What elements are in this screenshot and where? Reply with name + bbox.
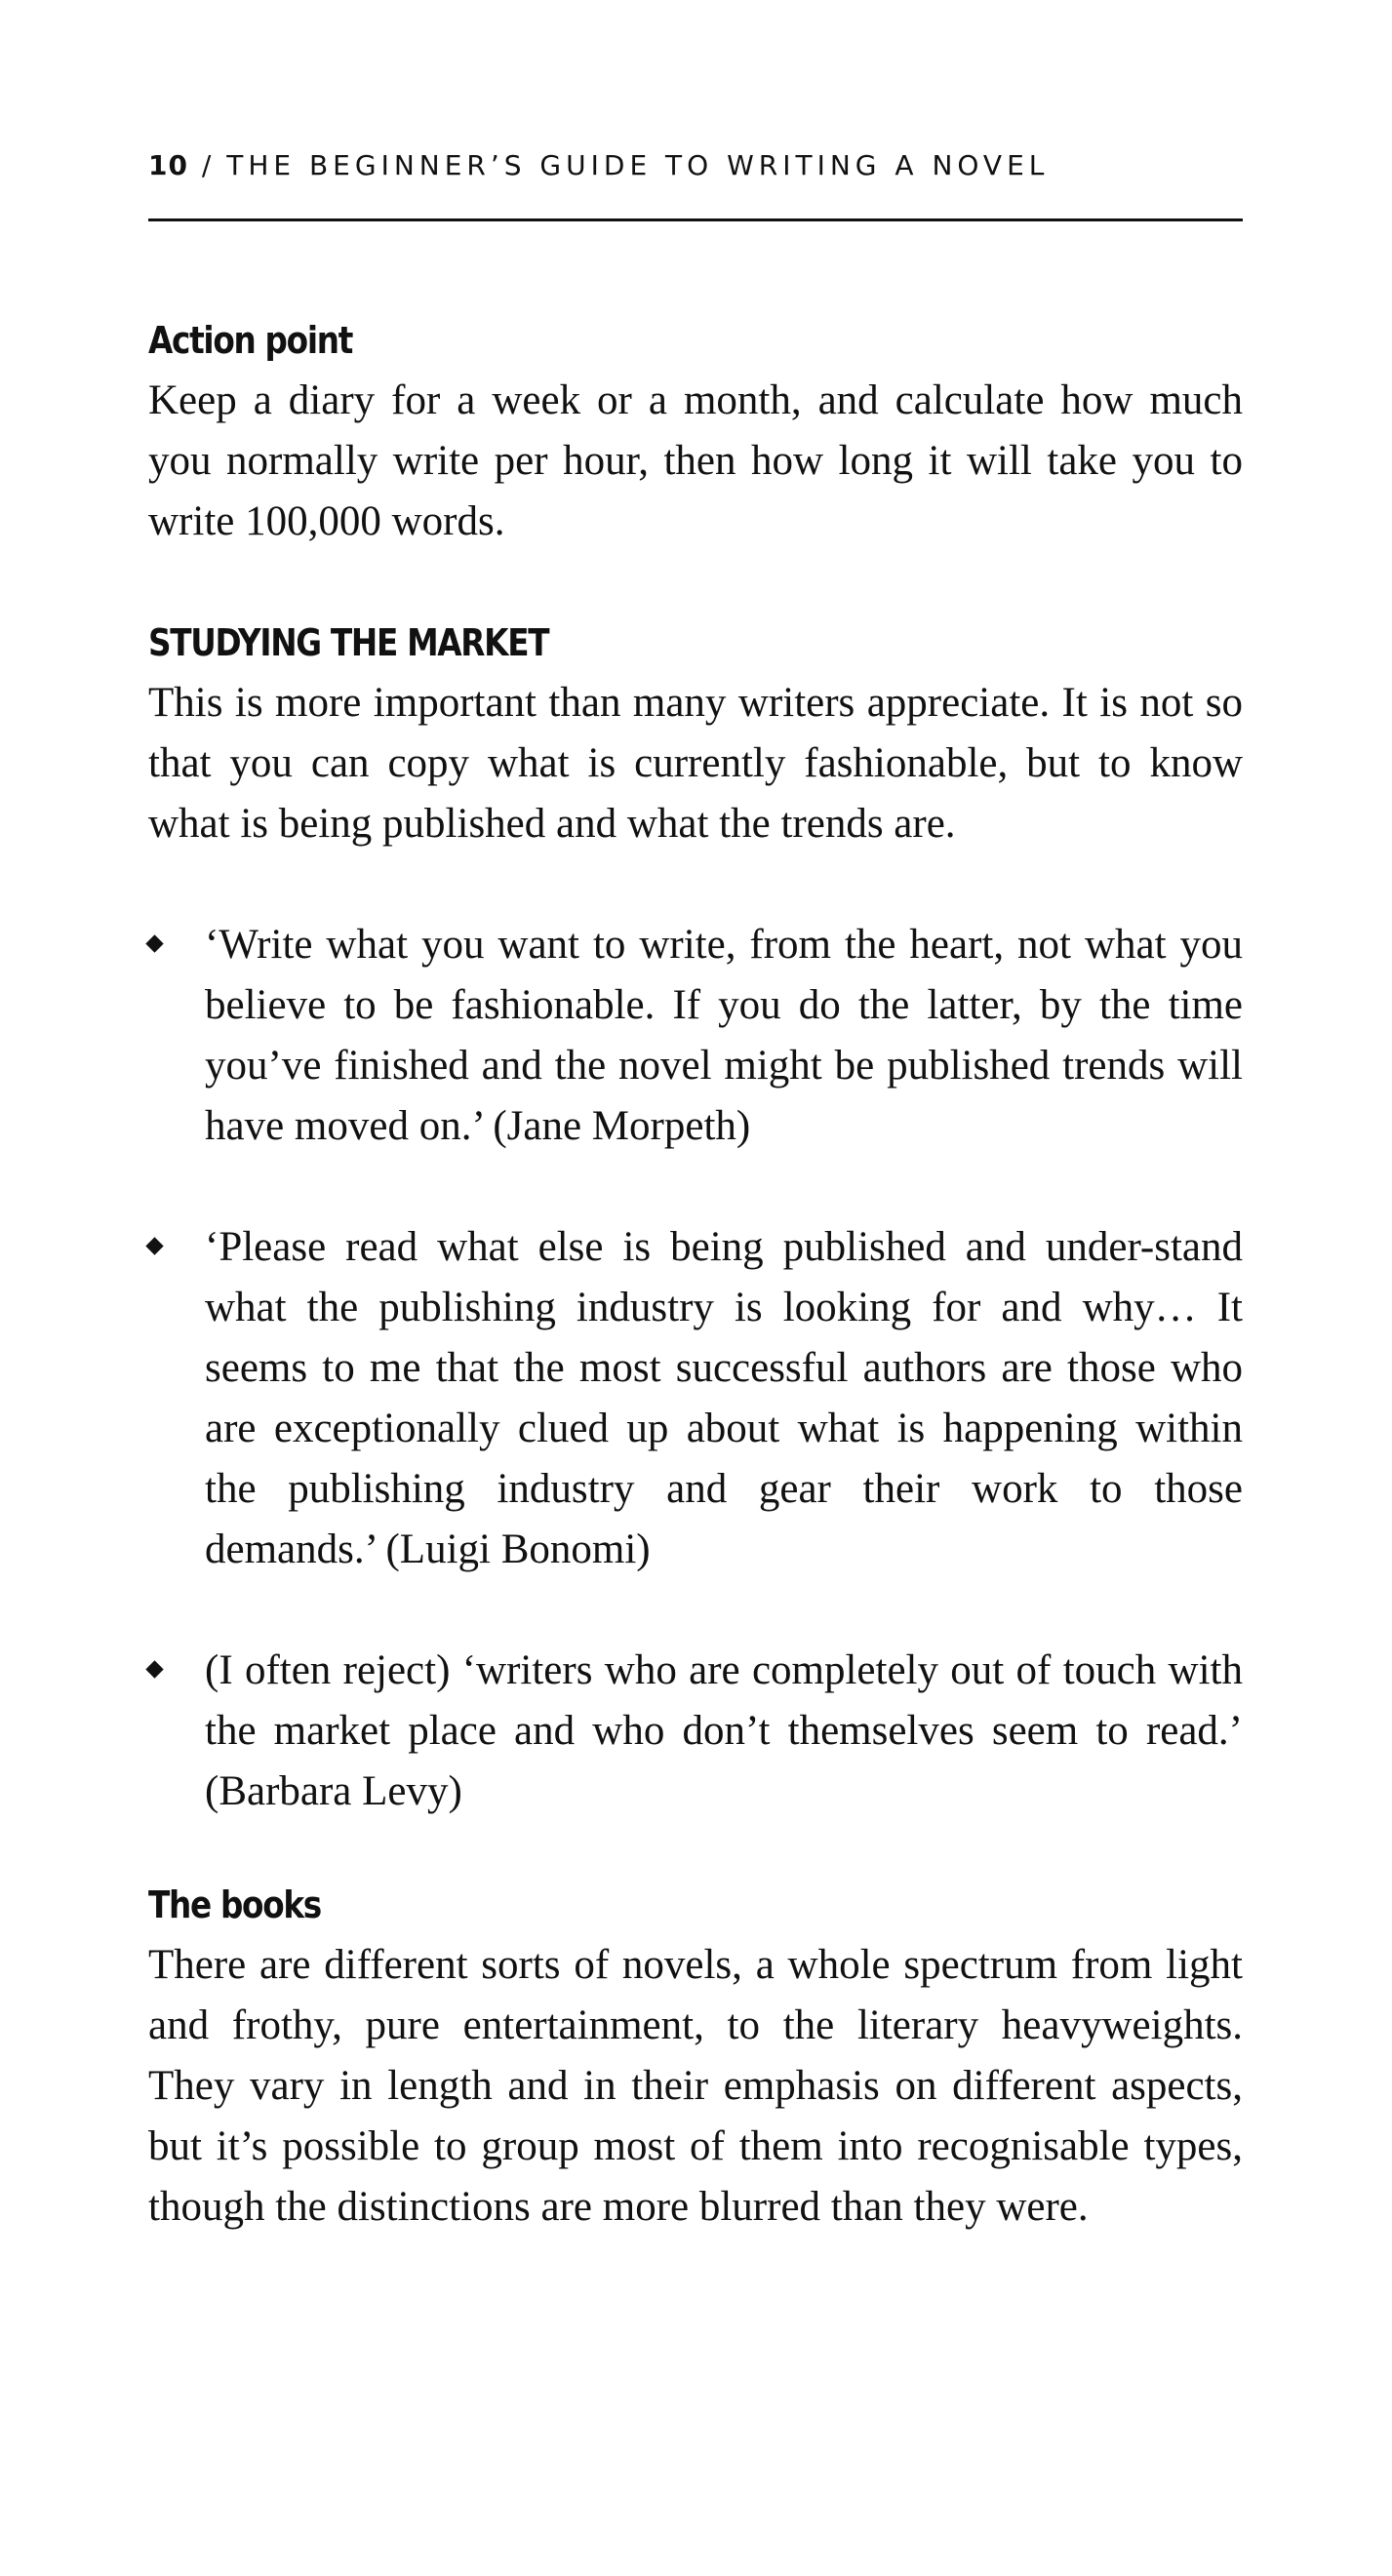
market-heading: STUDYING THE MARKET <box>148 621 549 664</box>
header-rule <box>148 218 1243 221</box>
quote-item <box>148 1217 1243 1580</box>
page-body <box>148 310 1243 2238</box>
books-text: There are different sorts of novels, a whole spectrum from light and frothy, pure entertainment, to the literary heavyweights. They vary in length and in their emphasis on different aspects, but it’s possible to group most of them into recognisable types, though the distinctions are more blurred than they were. <box>148 1942 1243 2230</box>
quote-text: ‘Write what you want to write, from the heart, not what you believe to be fashionable. If you do the latter, by the time you’ve finished and the novel might be published trends will have moved on.’ (Jane Morpeth) <box>205 922 1243 1149</box>
diamond-bullet-icon <box>145 934 163 952</box>
diamond-bullet-icon <box>145 1237 163 1254</box>
books-heading: The books <box>148 1883 321 1926</box>
quote-text: (I often reject) ‘writers who are completely out of touch with the market place and who don’t themselves seem to read.’ (Barbara Levy) <box>205 1647 1243 1814</box>
page-number: 10 <box>148 149 188 181</box>
quote-text: ‘Please read what else is being published and under-stand what the publishing industry is looking for and why… It seems to me that the most successful authors are those who are exceptionally clued up about what is happening within the publishing industry and gear their work to those demands.’ (Luigi Bonomi) <box>205 1224 1243 1572</box>
action-point-heading: Action point <box>148 319 353 362</box>
market-intro: This is more important than many writers appreciate. It is not so that you can copy what is currently fashionable, but to know what is being published and what the trends are. <box>148 680 1243 847</box>
running-header <box>148 148 1243 183</box>
quote-item <box>148 915 1243 1157</box>
section-spacer <box>148 552 1243 613</box>
list-spacer <box>148 854 1243 915</box>
quote-item <box>148 1641 1243 1822</box>
diamond-bullet-icon <box>145 1660 163 1678</box>
book-title: THE BEGINNER’S GUIDE TO WRITING A NOVEL <box>226 149 1050 181</box>
action-point-text: Keep a diary for a week or a month, and calculate how much you normally write per hour, then how long it will take you to write 100,000 words. <box>148 377 1243 544</box>
header-separator: / <box>201 149 214 181</box>
quote-list <box>148 915 1243 1822</box>
